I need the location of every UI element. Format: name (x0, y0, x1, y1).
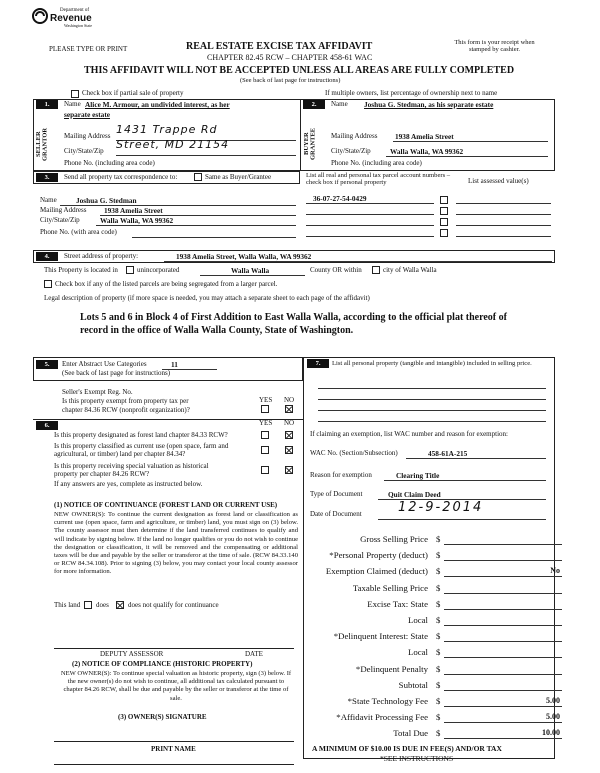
type-or-print-instruction: PLEASE TYPE OR PRINT (49, 45, 128, 53)
tax-row-label: Excise Tax: State (367, 599, 428, 609)
unincorporated-checkbox[interactable] (126, 266, 134, 274)
personal-property-line-4[interactable] (318, 413, 546, 422)
wac-value[interactable]: 458-61A-215 (428, 449, 468, 458)
section-1-number: 1. (36, 100, 58, 109)
buyer-city-field (386, 148, 548, 157)
tax-row-currency: $ (436, 550, 441, 560)
notice-compliance-title: (2) NOTICE OF COMPLIANCE (HISTORIC PROPERTY) (72, 660, 253, 668)
historic-no-checkbox[interactable] (285, 466, 293, 474)
current-use-yes-checkbox[interactable] (261, 446, 269, 454)
wac-label: WAC No. (Section/Subsection) (310, 449, 398, 457)
county-or-within-label: County OR within (310, 266, 362, 274)
tax-row-label: *State Technology Fee (347, 696, 428, 706)
this-land-label: This land (54, 601, 81, 609)
personal-property-checkbox-3[interactable] (440, 218, 448, 226)
segregating-checkbox[interactable] (44, 280, 52, 288)
abstract-use-value[interactable]: 11 (171, 360, 178, 369)
s6-no-header: NO (284, 419, 295, 427)
tax-row-field[interactable] (444, 552, 562, 561)
buyer-city-label: City/State/Zip (331, 147, 371, 155)
tax-row-field[interactable] (444, 536, 562, 545)
s6-yes-header: YES (259, 419, 273, 427)
personal-property-checkbox-1[interactable] (440, 196, 448, 204)
does-qualify-checkbox[interactable] (84, 601, 92, 609)
tax-row-currency: $ (436, 631, 441, 641)
historic-yes-checkbox[interactable] (261, 466, 269, 474)
abstract-see-back: (See back of last page for instructions) (62, 369, 171, 377)
partial-sale-label: Check box if partial sale of property (82, 89, 184, 97)
reason-field (384, 472, 546, 481)
buyer-name-value[interactable]: Joshua G. Stedman, as his separate estate (364, 100, 494, 109)
tax-row-value: 10.00 (542, 728, 560, 737)
print-name-line (54, 764, 294, 765)
corr-city-field (96, 217, 296, 226)
tax-row-label: *Affidavit Processing Fee (336, 712, 428, 722)
reason-value[interactable]: Clearing Title (396, 471, 440, 480)
personal-property-checkbox-4[interactable] (440, 229, 448, 237)
tax-row-field[interactable] (444, 617, 562, 626)
assessed-field-4[interactable] (456, 228, 551, 237)
corr-phone-label: Phone No. (with area code) (40, 228, 117, 236)
exempt-question-line2: chapter 84.36 RCW (nonprofit organization)? (62, 406, 190, 414)
parcel-field-2[interactable] (306, 206, 434, 215)
correspondence-label: Send all property tax correspondence to: (64, 173, 178, 181)
tax-row-currency: $ (436, 712, 441, 722)
owner-signature-line (54, 741, 294, 742)
seller-name-line2[interactable]: separate estate (64, 110, 110, 119)
tax-row-currency: $ (436, 566, 441, 576)
tax-row-currency: $ (436, 615, 441, 625)
logo-state: Washington State (64, 23, 93, 28)
corr-name-field (60, 197, 296, 206)
deputy-signature-line (54, 648, 294, 649)
buyer-side-label: BUYER GRANTEE (303, 127, 317, 161)
corr-city-value[interactable]: Walla Walla, WA 99362 (100, 216, 174, 225)
exempt-no-checkbox[interactable] (285, 405, 293, 413)
corr-address-label: Mailing Address (40, 206, 87, 214)
parcel-list-label: List all real and personal tax parcel account numbers – check box if personal property (306, 172, 451, 187)
street-address-value[interactable]: 1938 Amelia Street, Walla Walla, WA 99362 (176, 252, 312, 261)
tax-row-field[interactable] (444, 649, 562, 658)
does-not-qualify-checkbox[interactable] (116, 601, 124, 609)
seller-city-label: City/State/Zip (64, 147, 104, 155)
buyer-address-value[interactable]: 1938 Amelia Street (395, 132, 454, 141)
notice-compliance-body: NEW OWNER(S): To continue special valuation as historic property, sign (3) below. If the new owner(s) do not wish to continue, all additional tax calculated pursuant to chapter 84.26 RCW, shall be due and payable by the seller or transferor at the time of sale. (60, 670, 292, 702)
partial-sale-checkbox[interactable] (71, 90, 79, 98)
unincorporated-label: unincorporated (137, 266, 180, 274)
exempt-yes-checkbox[interactable] (261, 405, 269, 413)
legal-description-label: Legal description of property (if more space is needed, you may attach a separate sheet to each page of the affidavit) (44, 294, 370, 302)
form-subtitle: CHAPTER 82.45 RCW – CHAPTER 458-61 WAC (207, 53, 373, 62)
abstract-use-label: Enter Abstract Use Categories (62, 360, 147, 368)
doc-type-field (378, 491, 546, 500)
seller-name-label: Name (64, 100, 81, 108)
current-use-question-line2: agricultural, or timber) land per chapter 84.34? (54, 450, 186, 458)
seller-address-label: Mailing Address (64, 132, 111, 140)
buyer-name-label: Name (331, 100, 348, 108)
doc-type-label: Type of Document (310, 490, 363, 498)
multiple-owners-label: If multiple owners, list percentage of ownership next to name (325, 89, 498, 97)
tax-row-label: Local (407, 615, 428, 625)
exempt-no-header: NO (284, 396, 295, 404)
tax-row-label: Gross Selling Price (360, 534, 428, 544)
seller-address-value: 1431 Trappe Rd (116, 123, 218, 136)
tax-row-currency: $ (436, 680, 441, 690)
corr-name-label: Name (40, 196, 57, 204)
tax-row-label: *Delinquent Interest: State (333, 631, 428, 641)
section-3-number: 3. (36, 173, 58, 182)
tax-row-value: 5.00 (546, 696, 560, 705)
if-yes-instruction: If any answers are yes, complete as instructed below. (54, 480, 203, 488)
parcel-field-4[interactable] (306, 228, 434, 237)
buyer-address-field (393, 133, 548, 142)
section-2-number: 2. (303, 100, 325, 109)
section-6-number: 6. (36, 421, 58, 430)
assessed-value-label: List assessed value(s) (468, 177, 529, 185)
form-title: REAL ESTATE EXCISE TAX AFFIDAVIT (186, 41, 373, 52)
city-of-label: city of Walla Walla (383, 266, 437, 274)
section-7-number: 7. (307, 359, 329, 368)
corr-address-field (100, 207, 296, 216)
buyer-phone-label: Phone No. (including area code) (331, 159, 422, 167)
county-field (200, 267, 305, 276)
owner-signature-label: (3) OWNER(S) SIGNATURE (118, 713, 207, 721)
current-use-question-line1: Is this property classified as current use (open space, farm and (54, 442, 229, 450)
logo-dept: Department of (60, 8, 90, 13)
seller-city-value: Street, MD 21154 (116, 138, 230, 151)
wac-field (406, 450, 546, 459)
tax-row-label: Taxable Selling Price (352, 583, 428, 593)
tax-row-label: *Personal Property (deduct) (329, 550, 428, 560)
same-as-buyer-label: Same as Buyer/Grantee (205, 173, 272, 181)
print-name-label: PRINT NAME (151, 745, 196, 753)
personal-property-checkbox-2[interactable] (440, 207, 448, 215)
historic-question-line2: property per chapter 84.26 RCW? (54, 470, 150, 478)
corr-name-value[interactable]: Joshua G. Stedman (76, 196, 137, 205)
city-checkbox[interactable] (372, 266, 380, 274)
legal-description-line1[interactable]: Lots 5 and 6 in Block 4 of First Addition to East Walla Walla, according to the official plat thereof of (80, 312, 507, 323)
tax-row-value: No (550, 566, 560, 575)
seller-phone-label: Phone No. (including area code) (64, 159, 155, 167)
personal-property-label: List all personal property (tangible and intangible) included in selling price. (332, 360, 532, 367)
forest-yes-checkbox[interactable] (261, 431, 269, 439)
tax-row-currency: $ (436, 583, 441, 593)
parcel-field-1 (306, 195, 434, 204)
tax-row-currency: $ (436, 534, 441, 544)
assessed-field-1[interactable] (456, 195, 551, 204)
same-as-buyer-checkbox[interactable] (194, 173, 202, 181)
abstract-use-field (162, 361, 217, 370)
minimum-fee-note: A MINIMUM OF $10.00 IS DUE IN FEE(S) AND/OR TAX (312, 744, 502, 753)
located-in-label: This Property is located in (44, 266, 118, 274)
section-4-number: 4. (36, 252, 58, 261)
corr-phone-field[interactable] (132, 229, 296, 238)
buyer-address-label: Mailing Address (331, 132, 378, 140)
exemption-claim-label: If claiming an exemption, list WAC number and reason for exemption: (310, 430, 508, 438)
section-5-number: 5. (36, 360, 58, 369)
segregating-label: Check box if any of the listed parcels are being segregated from a larger parcel. (55, 280, 278, 288)
buyer-city-value[interactable]: Walla Walla, WA 99362 (390, 147, 464, 156)
historic-question-line1: Is this property receiving special valuation as historical (54, 462, 209, 470)
tax-row-label: Exemption Claimed (deduct) (325, 566, 428, 576)
tax-row-field[interactable] (444, 601, 562, 610)
warning-banner: THIS AFFIDAVIT WILL NOT BE ACCEPTED UNLESS ALL AREAS ARE FULLY COMPLETED (84, 65, 515, 76)
tax-row-currency: $ (436, 664, 441, 674)
does-label: does (96, 601, 109, 609)
tax-row-label: Subtotal (398, 680, 428, 690)
does-not-qualify-label: does not qualify for continuance (128, 601, 219, 609)
county-value[interactable]: Walla Walla (231, 266, 270, 275)
assessed-field-3[interactable] (456, 217, 551, 226)
see-back-note: (See back of last page for instructions) (240, 77, 341, 84)
forest-land-question: Is this property designated as forest land chapter 84.33 RCW? (54, 431, 228, 439)
tax-row-value: 5.00 (546, 712, 560, 721)
doc-date-value: 12-9-2014 (398, 500, 484, 515)
legal-description-line2[interactable]: record in the office of Walla Walla County, State of Washington. (80, 325, 354, 336)
seller-side-label: SELLER GRANTOR (35, 127, 49, 161)
personal-property-line-2[interactable] (318, 391, 546, 400)
corr-address-value[interactable]: 1938 Amelia Street (104, 206, 163, 215)
tax-row-field[interactable] (444, 585, 562, 594)
exempt-reg-label: Seller's Exempt Reg. No. (62, 388, 133, 396)
tax-row-field[interactable] (444, 666, 562, 675)
date-label: DATE (245, 650, 263, 658)
forest-no-checkbox[interactable] (285, 431, 293, 439)
tax-row-currency: $ (436, 647, 441, 657)
personal-property-line-1[interactable] (318, 380, 546, 389)
tax-row-currency: $ (436, 696, 441, 706)
street-address-label: Street address of property: (64, 252, 139, 260)
tax-row-field[interactable] (444, 682, 562, 691)
current-use-no-checkbox[interactable] (285, 446, 293, 454)
notice-continuance-body: NEW OWNER(S): To continue the current designation as forest land or classification as current use (open space, farm and agriculture, or timber) land, you must sign on (3) below. The county assessor must then determine if the land transferred continues to qualify and will indicate by signing below. If the land no longer qualifies or you do not wish to continue the designation or classification, it will be removed and the compensating or additional taxes will be due and payable by the seller or transferor at the time of sale. (RCW 84.33.140 or RCW 84.34.108). Prior to signing (3) below, you may contact your local county assessor for more information. (54, 511, 298, 576)
reason-label: Reason for exemption (310, 471, 372, 479)
see-instructions-note: *SEE INSTRUCTIONS (380, 754, 454, 763)
tax-row-currency: $ (436, 728, 441, 738)
deputy-assessor-label: DEPUTY ASSESSOR (100, 650, 164, 658)
tax-row-label: Local (407, 647, 428, 657)
tax-row-label: *Delinquent Penalty (355, 664, 428, 674)
tax-row-label: Total Due (393, 728, 428, 738)
corr-city-label: City/State/Zip (40, 216, 80, 224)
parcel-number-1[interactable]: 36-07-27-54-0429 (313, 194, 367, 203)
seller-name-line1[interactable]: Alice M. Armour, an undivided interest, as her (85, 100, 230, 109)
tax-row-field[interactable] (444, 633, 562, 642)
personal-property-line-3[interactable] (318, 402, 546, 411)
street-address-field (164, 253, 552, 262)
doc-type-value[interactable]: Quit Claim Deed (388, 490, 441, 499)
logo-name: Revenue (50, 13, 92, 24)
notice-continuance-title: (1) NOTICE OF CONTINUANCE (FOREST LAND OR CURRENT USE) (54, 501, 278, 509)
doc-date-label: Date of Document (310, 510, 362, 518)
exempt-question-line1: Is this property exempt from property tax per (62, 397, 189, 405)
revenue-logo-icon (32, 8, 48, 24)
parcel-field-3[interactable] (306, 217, 434, 226)
assessed-field-2[interactable] (456, 206, 551, 215)
tax-row-currency: $ (436, 599, 441, 609)
receipt-note: This form is your receipt when stamped by cashier. (454, 39, 535, 54)
exempt-yes-header: YES (259, 396, 273, 404)
